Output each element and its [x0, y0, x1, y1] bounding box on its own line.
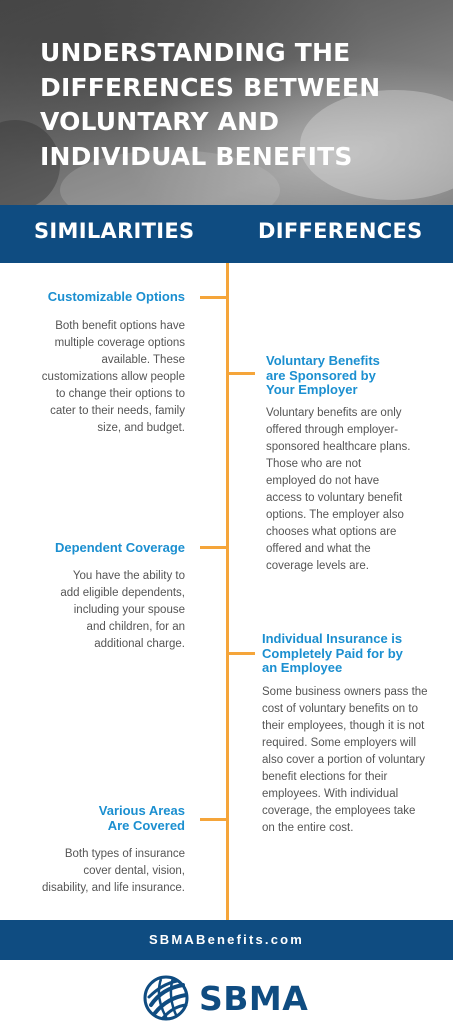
body-line: options. The employer also	[266, 509, 404, 521]
difference-body	[262, 684, 452, 837]
footer-band	[0, 920, 453, 960]
body-line: Both types of insurance	[64, 848, 185, 860]
difference-title	[266, 354, 441, 398]
timeline-tick	[229, 652, 255, 655]
title-line: Various Areas	[98, 803, 185, 818]
body-line: benefit elections for their	[262, 771, 388, 783]
difference-body	[266, 405, 451, 575]
body-line: and children, for an	[86, 621, 185, 633]
website-link[interactable]: SBMABenefits.com	[148, 932, 305, 947]
body-line: required. Some employers will	[262, 737, 417, 749]
timeline-tick	[229, 372, 255, 375]
body-line: additional charge.	[94, 638, 185, 650]
similarity-body	[10, 846, 185, 897]
timeline-tick	[200, 296, 226, 299]
body-line: including your spouse	[73, 604, 185, 616]
title-line: Voluntary Benefits	[266, 353, 380, 368]
body-line: to change their options to	[55, 388, 185, 400]
body-line: on the entire cost.	[262, 822, 354, 834]
similarity-body	[10, 568, 185, 653]
body-line: access to voluntary benefit	[266, 492, 403, 504]
body-line: offered through employer-	[266, 424, 399, 436]
body-line: Those who are not	[266, 458, 362, 470]
title-line: are Sponsored by	[266, 367, 376, 383]
body-line: Some business owners pass the	[262, 686, 428, 698]
sbma-logo	[143, 975, 313, 1025]
globe-icon	[143, 975, 189, 1021]
logo-wordmark: SBMA	[199, 979, 309, 1018]
body-line: cost of voluntary benefits on to	[262, 703, 418, 715]
title-line: UNDERSTANDING THE	[40, 38, 351, 67]
body-line: customizations allow people	[41, 371, 185, 383]
body-line: their employees, though it is not	[262, 720, 425, 732]
body-line: cover dental, vision,	[83, 865, 185, 877]
similarities-heading: SIMILARITIES	[34, 219, 195, 243]
header-banner	[0, 0, 453, 205]
similarity-title: Dependent Coverage	[54, 540, 185, 555]
title-line: INDIVIDUAL BENEFITS	[40, 141, 353, 171]
title-line: DIFFERENCES BETWEEN	[40, 72, 381, 102]
body-line: available. These	[101, 354, 185, 366]
body-line: multiple coverage options	[54, 337, 185, 349]
body-line: cater to their needs, family	[50, 405, 185, 417]
title-line: Are Covered	[107, 818, 185, 833]
title-line: Your Employer	[266, 382, 358, 397]
body-line: coverage levels are.	[266, 560, 369, 572]
body-line: also cover a portion of voluntary	[262, 754, 426, 766]
body-line: chooses what options are	[266, 526, 397, 538]
body-line: coverage, the employees take	[262, 805, 416, 817]
page-title	[40, 36, 440, 174]
body-line: You have the ability to	[72, 570, 185, 582]
title-line: Completely Paid for by	[262, 645, 403, 661]
similarity-title: Customizable Options	[47, 289, 185, 304]
timeline-tick	[200, 546, 226, 549]
title-line: an Employee	[262, 660, 343, 675]
differences-heading: DIFFERENCES	[258, 219, 423, 243]
body-line: add eligible dependents,	[60, 587, 185, 599]
title-line: VOLUNTARY AND	[40, 107, 280, 136]
body-line: size, and budget.	[97, 422, 185, 434]
title-line: Individual Insurance is	[262, 631, 403, 646]
body-line: offered and what the	[266, 543, 371, 555]
timeline-line	[226, 263, 229, 920]
column-header-band	[0, 205, 453, 263]
similarity-title	[10, 803, 185, 833]
timeline-tick	[200, 818, 226, 821]
similarity-body	[10, 318, 185, 437]
difference-title	[262, 632, 447, 676]
body-line: disability, and life insurance.	[42, 882, 185, 894]
body-line: sponsored healthcare plans.	[266, 441, 411, 453]
body-line: Both benefit options have	[55, 320, 185, 332]
body-line: employees. With individual	[262, 788, 399, 800]
body-line: employed do not have	[266, 475, 380, 487]
body-line: Voluntary benefits are only	[266, 407, 402, 419]
